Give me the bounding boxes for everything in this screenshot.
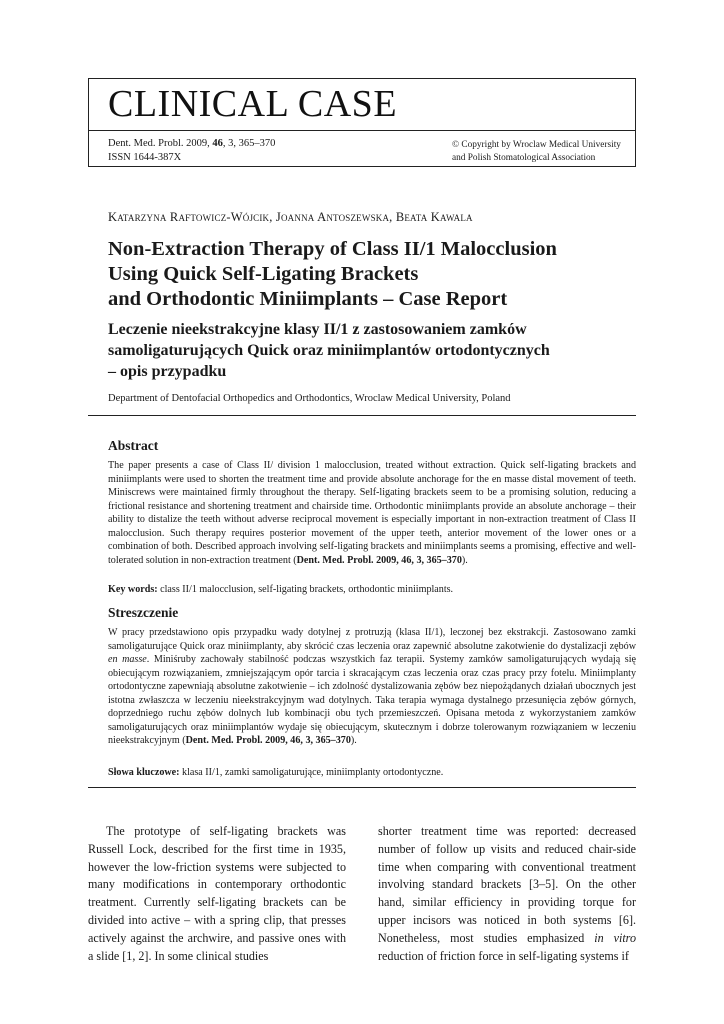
- abstract-citation: Dent. Med. Probl. 2009, 46, 3, 365–370: [296, 554, 462, 566]
- keywords-list: klasa II/1, zamki samoligaturujące, miniimplanty ortodontyczne.: [179, 767, 444, 778]
- keywords-list: class II/1 malocclusion, self-ligating brackets, orthodontic miniimplants.: [157, 584, 454, 595]
- title-line: – opis przypadku: [108, 363, 227, 380]
- abstract-text: [108, 459, 636, 567]
- title-line: and Orthodontic Miniimplants – Case Report: [108, 288, 508, 310]
- body-text: shorter treatment time was reported: decreased number of follow up visits and reduced chair-side time when comparing with conventional treatment involving standard brackets [3–5]. On the other hand, similar efficiency in providing torque for upper incisors was noticed in both systems [6]. Nonetheless, most studies emphasized: [378, 824, 636, 945]
- streszczenie-body: W pracy przedstawiono opis przypadku wady dotylnej z protruzją (klasa II/1), leczonej bez ekstrakcji. Zastosowano zamki samoligaturujące Quick oraz miniimplanty, aby skrócić czas leczenia oraz zapewnić absolutne zakotwienie do dystalizacji zębów: [108, 627, 636, 652]
- keywords-polish: [108, 766, 636, 780]
- body-text: reduction of friction force in self-ligating systems if: [378, 948, 629, 963]
- title-line: Leczenie nieekstrakcyjne klasy II/1 z zastosowaniem zamków: [108, 321, 527, 338]
- streszczenie-italic: en masse: [108, 654, 147, 665]
- copyright-line: and Polish Stomatological Association: [452, 153, 596, 163]
- article-title-english: [108, 237, 668, 312]
- journal-citation: [108, 137, 275, 151]
- body-column-right: [378, 823, 636, 965]
- issn: ISSN 1644-387X: [108, 152, 182, 163]
- abstract-end: ).: [461, 554, 468, 566]
- title-line: Using Quick Self-Ligating Brackets: [108, 263, 419, 285]
- streszczenie-text: [108, 626, 636, 748]
- divider: [88, 787, 636, 788]
- copyright-line: © Copyright by Wroclaw Medical University: [452, 140, 621, 150]
- citation-block: [108, 137, 275, 165]
- affiliation: Department of Dentofacial Orthopedics and Orthodontics, Wroclaw Medical University, Poland: [108, 393, 511, 404]
- abstract-body: The paper presents a case of Class II/ division 1 malocclusion, treated without extraction. Quick self-ligating brackets and miniimplants were used to shorten the treatment time and provide absolute anchorage for the en masse distal movement of teeth. Miniscrews were maintained firmly throughout the therapy. Self-ligating brackets seem to be a promising solution, reducing a frictional resistance and shortening treatment and chairside time. Orthodontic miniimplants provide an absolute anchorage – their ability to distalize the teeth without adverse reciprocal movement is especially important in non-extraction treatment of Class II malocclusion. Such therapy requires posterior movement of the upper teeth, anterior movement of the lower ones or a combination of both. Described approach involving self-ligating brackets and miniimplants seems a promising, effective and well-tolerated solution in non-extraction treatment (: [108, 460, 636, 566]
- abstract-heading: Abstract: [108, 438, 159, 453]
- header-divider: [88, 130, 636, 131]
- divider: [88, 415, 636, 416]
- citation-volume: 46: [212, 138, 223, 149]
- section-title: CLINICAL CASE: [108, 83, 398, 125]
- body-column-left: The prototype of self-ligating brackets was Russell Lock, described for the first time in 1935, however the low-friction systems were subjected to many modifications in contemporary orthodontic treatment. Currently self-ligating brackets can be divided into active – with a spring clip, that presses actively against the archwire, and passive ones with a slide [1, 2]. In some clinical studies: [88, 824, 346, 963]
- citation-suffix: , 3, 365–370: [222, 138, 276, 149]
- keywords: [108, 583, 636, 597]
- streszczenie-citation: Dent. Med. Probl. 2009, 46, 3, 365–370: [185, 735, 351, 746]
- body-italic: in vitro: [594, 930, 636, 945]
- keywords-label: Key words:: [108, 584, 158, 595]
- article-title-polish: [108, 319, 638, 382]
- streszczenie-body: . Miniśruby zachowały stabilność podczas wszystkich faz terapii. Systemy zamków samoligaturujących wydają się obiecującym rozwiązaniem, zmniejszającym opór tarcia i skracającym czas leczenia oraz czas pracy przy fotelu. Miniimplanty ortodontyczne zapewniają absolutne zakotwienie – ich zdolność dystalizowania zębów bez niepożądanych działań ubocznych jest istotna zwłaszcza w leczeniu nieekstrakcyjnym wad dotylnych. Taka terapia wymaga dystalnego przesunięcia zębów górnych, doprzedniego ruchu zębów dolnych lub kombinacji obu tych przemieszczeń. Opisana metoda z wykorzystaniem zamków samoligaturujących oraz miniimplantów wydaje się obiecującym, skutecznym i dobrze tolerowanym rozwiązaniem w leczeniu nieekstrakcyjnym (: [108, 654, 636, 746]
- author-list: Katarzyna Raftowicz-Wójcik, Joanna Antoszewska, Beata Kawala: [108, 210, 473, 224]
- keywords-label: Słowa kluczowe:: [108, 767, 180, 778]
- title-line: samoligaturujących Quick oraz miniimplantów ortodontycznych: [108, 342, 550, 359]
- copyright-block: [452, 139, 621, 165]
- citation-prefix: Dent. Med. Probl. 2009,: [108, 138, 213, 149]
- title-line: Non-Extraction Therapy of Class II/1 Malocclusion: [108, 238, 557, 260]
- streszczenie-heading: Streszczenie: [108, 605, 179, 620]
- streszczenie-end: ).: [350, 735, 357, 746]
